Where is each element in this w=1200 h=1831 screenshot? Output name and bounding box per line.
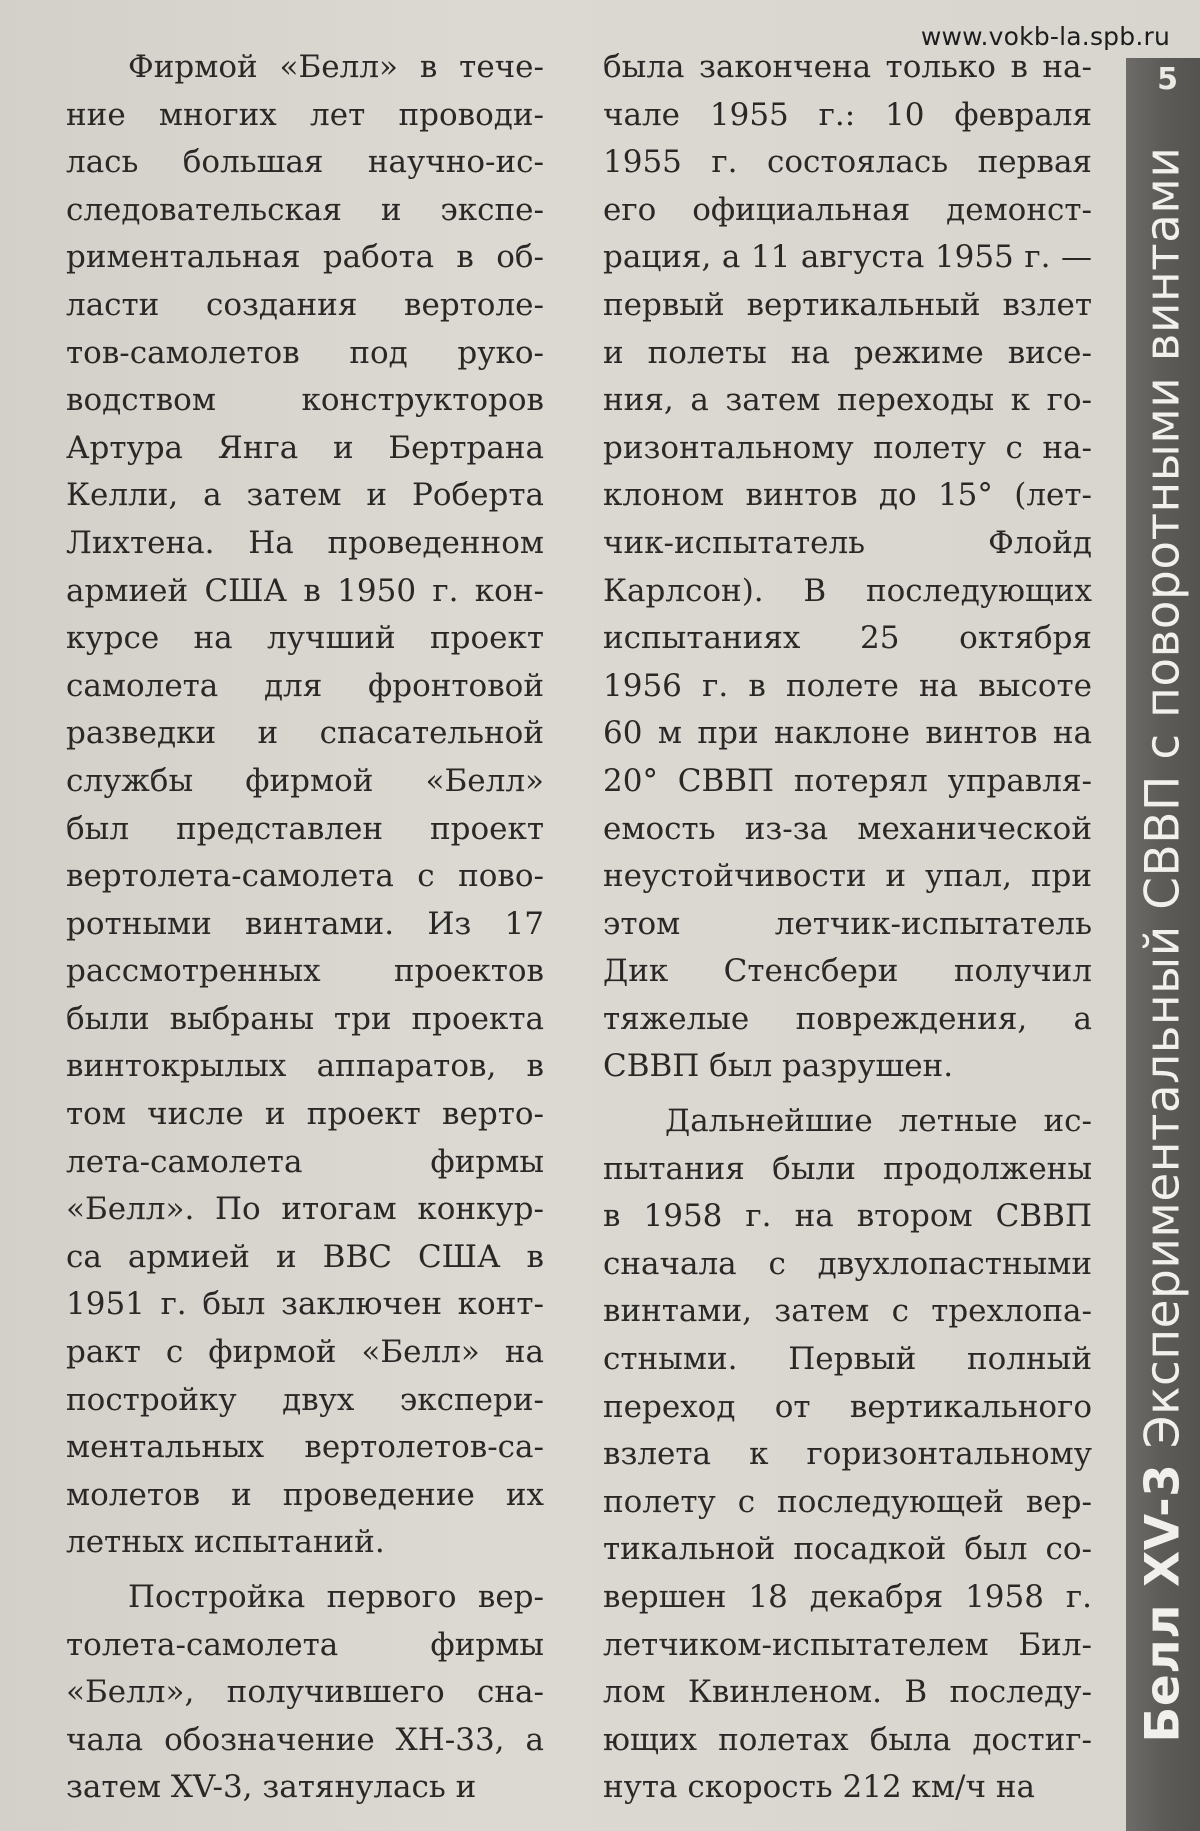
text-line: постройку двух экспери- <box>66 1381 544 1418</box>
text-line: пытания были продолжены <box>603 1150 1092 1187</box>
paragraph <box>66 1574 544 1812</box>
text-line: стными. Первый полный <box>603 1341 1092 1378</box>
text-line: Карлсон). В последующих <box>603 572 1092 609</box>
text-line: лета-самолета фирмы <box>66 1143 544 1180</box>
text-line: следовательская и экспе- <box>66 191 544 228</box>
text-line: и полеты на режиме висе- <box>603 334 1092 371</box>
text-line: в 1958 г. на втором СВВП <box>603 1198 1092 1235</box>
text-line: сначала с двухлопастными <box>603 1245 1092 1282</box>
text-line: чала обозначение ХН-33, а <box>66 1721 544 1758</box>
text-line: нута скорость 212 км/ч на <box>603 1769 1035 1806</box>
text-line: были выбраны три проекта <box>66 1000 544 1037</box>
side-title <box>1126 58 1200 1831</box>
text-line: Лихтена. На проведенном <box>66 524 544 561</box>
text-line: Келли, а затем и Роберта <box>66 477 544 514</box>
text-line: тов-самолетов под руко- <box>66 334 544 371</box>
text-line: разведки и спасательной <box>66 715 544 752</box>
text-line: лась большая научно-ис- <box>66 144 544 181</box>
text-line: ризонтальному полету с на- <box>603 429 1092 466</box>
text-line: взлета к горизонтальному <box>603 1436 1092 1473</box>
text-line: переход от вертикального <box>603 1388 1092 1425</box>
side-title-model: Белл XV-3 <box>1135 1463 1191 1743</box>
text-line: тяжелые повреждения, а <box>603 1000 1092 1037</box>
text-line: полету с последующей вер- <box>603 1483 1092 1520</box>
paragraph <box>66 44 544 1567</box>
text-line: летных испытаний. <box>66 1524 385 1561</box>
text-line: Фирмой «Белл» в тече- <box>128 49 544 85</box>
text-line: этом летчик-испытатель <box>603 905 1092 942</box>
side-title-description: Экспериментальный СВВП с поворотными винтами <box>1135 146 1191 1449</box>
text-line: ния, а затем переходы к го- <box>603 382 1092 419</box>
text-line: 1956 г. в полете на высоте <box>603 667 1092 704</box>
text-line: вершен 18 декабря 1958 г. <box>603 1579 1092 1615</box>
text-line: Дальнейшие летные ис- <box>665 1103 1092 1140</box>
text-line: чик-испытатель Флойд <box>603 524 1092 561</box>
text-line: летчиком-испытателем Бил- <box>603 1626 1092 1663</box>
text-line: его официальная демонст- <box>603 191 1092 228</box>
text-line: рация, а 11 августа 1955 г. — <box>603 239 1092 276</box>
text-line: водством конструкторов <box>66 382 544 419</box>
text-line: ласти создания вертоле- <box>66 286 544 323</box>
text-line: ментальных вертолетов-са- <box>66 1429 544 1466</box>
text-line: ние многих лет проводи- <box>66 96 544 133</box>
text-line: Постройка первого вер- <box>128 1579 544 1615</box>
text-line: винтами, затем с трехлопа- <box>603 1293 1092 1330</box>
text-line: са армией и ВВС США в <box>66 1238 544 1275</box>
watermark-url: www.vokb-la.spb.ru <box>920 22 1170 51</box>
text-line: чале 1955 г.: 10 февраля <box>603 96 1092 133</box>
text-line: толета-самолета фирмы <box>66 1626 544 1663</box>
paragraph <box>603 44 1092 1091</box>
text-line: службы фирмой «Белл» <box>66 762 544 799</box>
text-line: ющих полетах была достиг- <box>603 1721 1092 1758</box>
text-line: «Белл». По итогам конкур- <box>66 1191 544 1228</box>
text-line: неустойчивости и упал, при <box>603 858 1092 895</box>
left-text-column <box>66 44 544 1812</box>
text-line: 1955 г. состоялась первая <box>603 144 1092 181</box>
text-line: рассмотренных проектов <box>66 953 544 990</box>
text-line: 20° СВВП потерял управля- <box>603 762 1092 799</box>
text-line: была закончена только в на- <box>603 49 1092 85</box>
text-line: был представлен проект <box>66 810 544 847</box>
text-line: Артура Янга и Бертрана <box>66 429 544 466</box>
text-line: курсе на лучший проект <box>66 620 544 657</box>
text-line: Дик Стенсбери получил <box>603 953 1092 990</box>
text-line: первый вертикальный взлет <box>603 286 1092 323</box>
text-line: клоном винтов до 15° (лет- <box>603 477 1092 514</box>
text-line: армией США в 1950 г. кон- <box>66 572 544 609</box>
right-text-column <box>603 44 1092 1812</box>
text-line: СВВП был разрушен. <box>603 1048 954 1085</box>
page-number: 5 <box>1157 62 1178 97</box>
text-line: молетов и проведение их <box>66 1476 544 1513</box>
text-line: 1951 г. был заключен конт- <box>66 1286 544 1323</box>
text-line: 60 м при наклоне винтов на <box>603 715 1092 752</box>
text-line: вертолета-самолета с пово- <box>66 858 544 895</box>
paragraph <box>603 1098 1092 1812</box>
text-line: самолета для фронтовой <box>66 667 544 704</box>
text-line: «Белл», получившего сна- <box>66 1674 544 1711</box>
text-line: винтокрылых аппаратов, в <box>66 1048 544 1085</box>
text-line: затем XV-3, затянулась и <box>66 1769 477 1806</box>
text-line: риментальная работа в об- <box>66 239 544 276</box>
text-line: тикальной посадкой был со- <box>603 1531 1092 1568</box>
text-line: емость из-за механической <box>603 810 1092 847</box>
text-line: ротными винтами. Из 17 <box>66 905 544 942</box>
text-line: ракт с фирмой «Белл» на <box>66 1334 544 1371</box>
text-line: испытаниях 25 октября <box>603 620 1092 657</box>
text-line: лом Квинленом. В последу- <box>603 1674 1092 1711</box>
text-line: том числе и проект верто- <box>66 1096 544 1133</box>
